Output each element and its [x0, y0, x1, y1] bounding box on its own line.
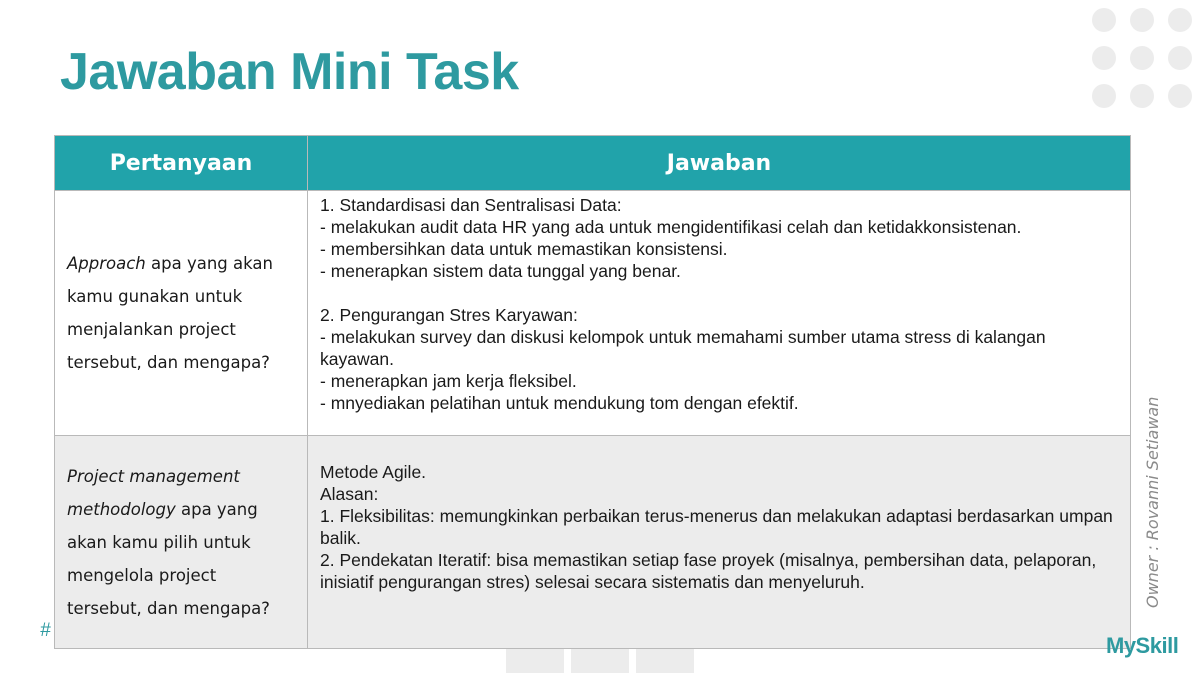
- header-jawaban: Jawaban: [308, 136, 1131, 191]
- dot: [1130, 84, 1154, 108]
- page-title: Jawaban Mini Task: [60, 43, 519, 101]
- answer-text: Metode Agile. Alasan: 1. Fleksibilitas: memungkinkan perbaikan terus-menerus dan melakukan adaptasi berdasarkan umpan balik. 2. Pendekatan Iteratif: bisa memastikan setiap fase proyek (misalnya, pembersihan data, pelaporan, inisiatif pengurangan stres) selesai secara sistematis dan menyeluruh.: [320, 462, 1113, 592]
- dot: [1130, 8, 1154, 32]
- decorative-dot-grid-icon: [1092, 8, 1200, 108]
- myskill-logo: MySkill: [1106, 633, 1179, 658]
- question-italic-term: Approach: [67, 254, 146, 273]
- qa-table: [54, 135, 1131, 649]
- question-cell: [55, 191, 308, 436]
- dot: [1168, 8, 1192, 32]
- question-cell: [55, 436, 308, 649]
- dot: [1092, 8, 1116, 32]
- owner-credit: Owner : Rovanni Setiawan: [1143, 396, 1162, 608]
- header-pertanyaan: Pertanyaan: [55, 136, 308, 191]
- answer-text: 1. Standardisasi dan Sentralisasi Data: - melakukan audit data HR yang ada untuk mengidentifikasi celah dan ketidakkonsistenan. - membersihkan data untuk memastikan konsistensi. - menerapkan sistem data tunggal yang benar. 2. Pengurangan Stres Karyawan: - melakukan survey dan diskusi kelompok untuk memahami sumber utama stress di kalangan kayawan. - menerapkan jam kerja fleksibel. - mnyediakan pelatihan untuk mendukung tom dengan efektif.: [320, 195, 1046, 413]
- footer-decoration-block: [506, 648, 564, 673]
- table-row: [55, 436, 1131, 649]
- answer-cell: [308, 191, 1131, 436]
- dot: [1130, 46, 1154, 70]
- footer-decoration-block: [636, 648, 694, 673]
- dot: [1168, 84, 1192, 108]
- footer-decoration-block: [571, 648, 629, 673]
- hashtag-text: #: [40, 620, 51, 641]
- table-header-row: [55, 136, 1131, 191]
- table-row: [55, 191, 1131, 436]
- dot: [1168, 46, 1192, 70]
- question-text: apa yang akan kamu gunakan untuk menjalankan project tersebut, dan mengapa?: [67, 254, 273, 372]
- question-text: apa yang akan kamu pilih untuk mengelola project tersebut, dan mengapa?: [67, 499, 270, 618]
- question-italic-term: Project management methodology: [67, 466, 240, 519]
- dot: [1092, 46, 1116, 70]
- dot: [1092, 84, 1116, 108]
- answer-cell: [308, 436, 1131, 649]
